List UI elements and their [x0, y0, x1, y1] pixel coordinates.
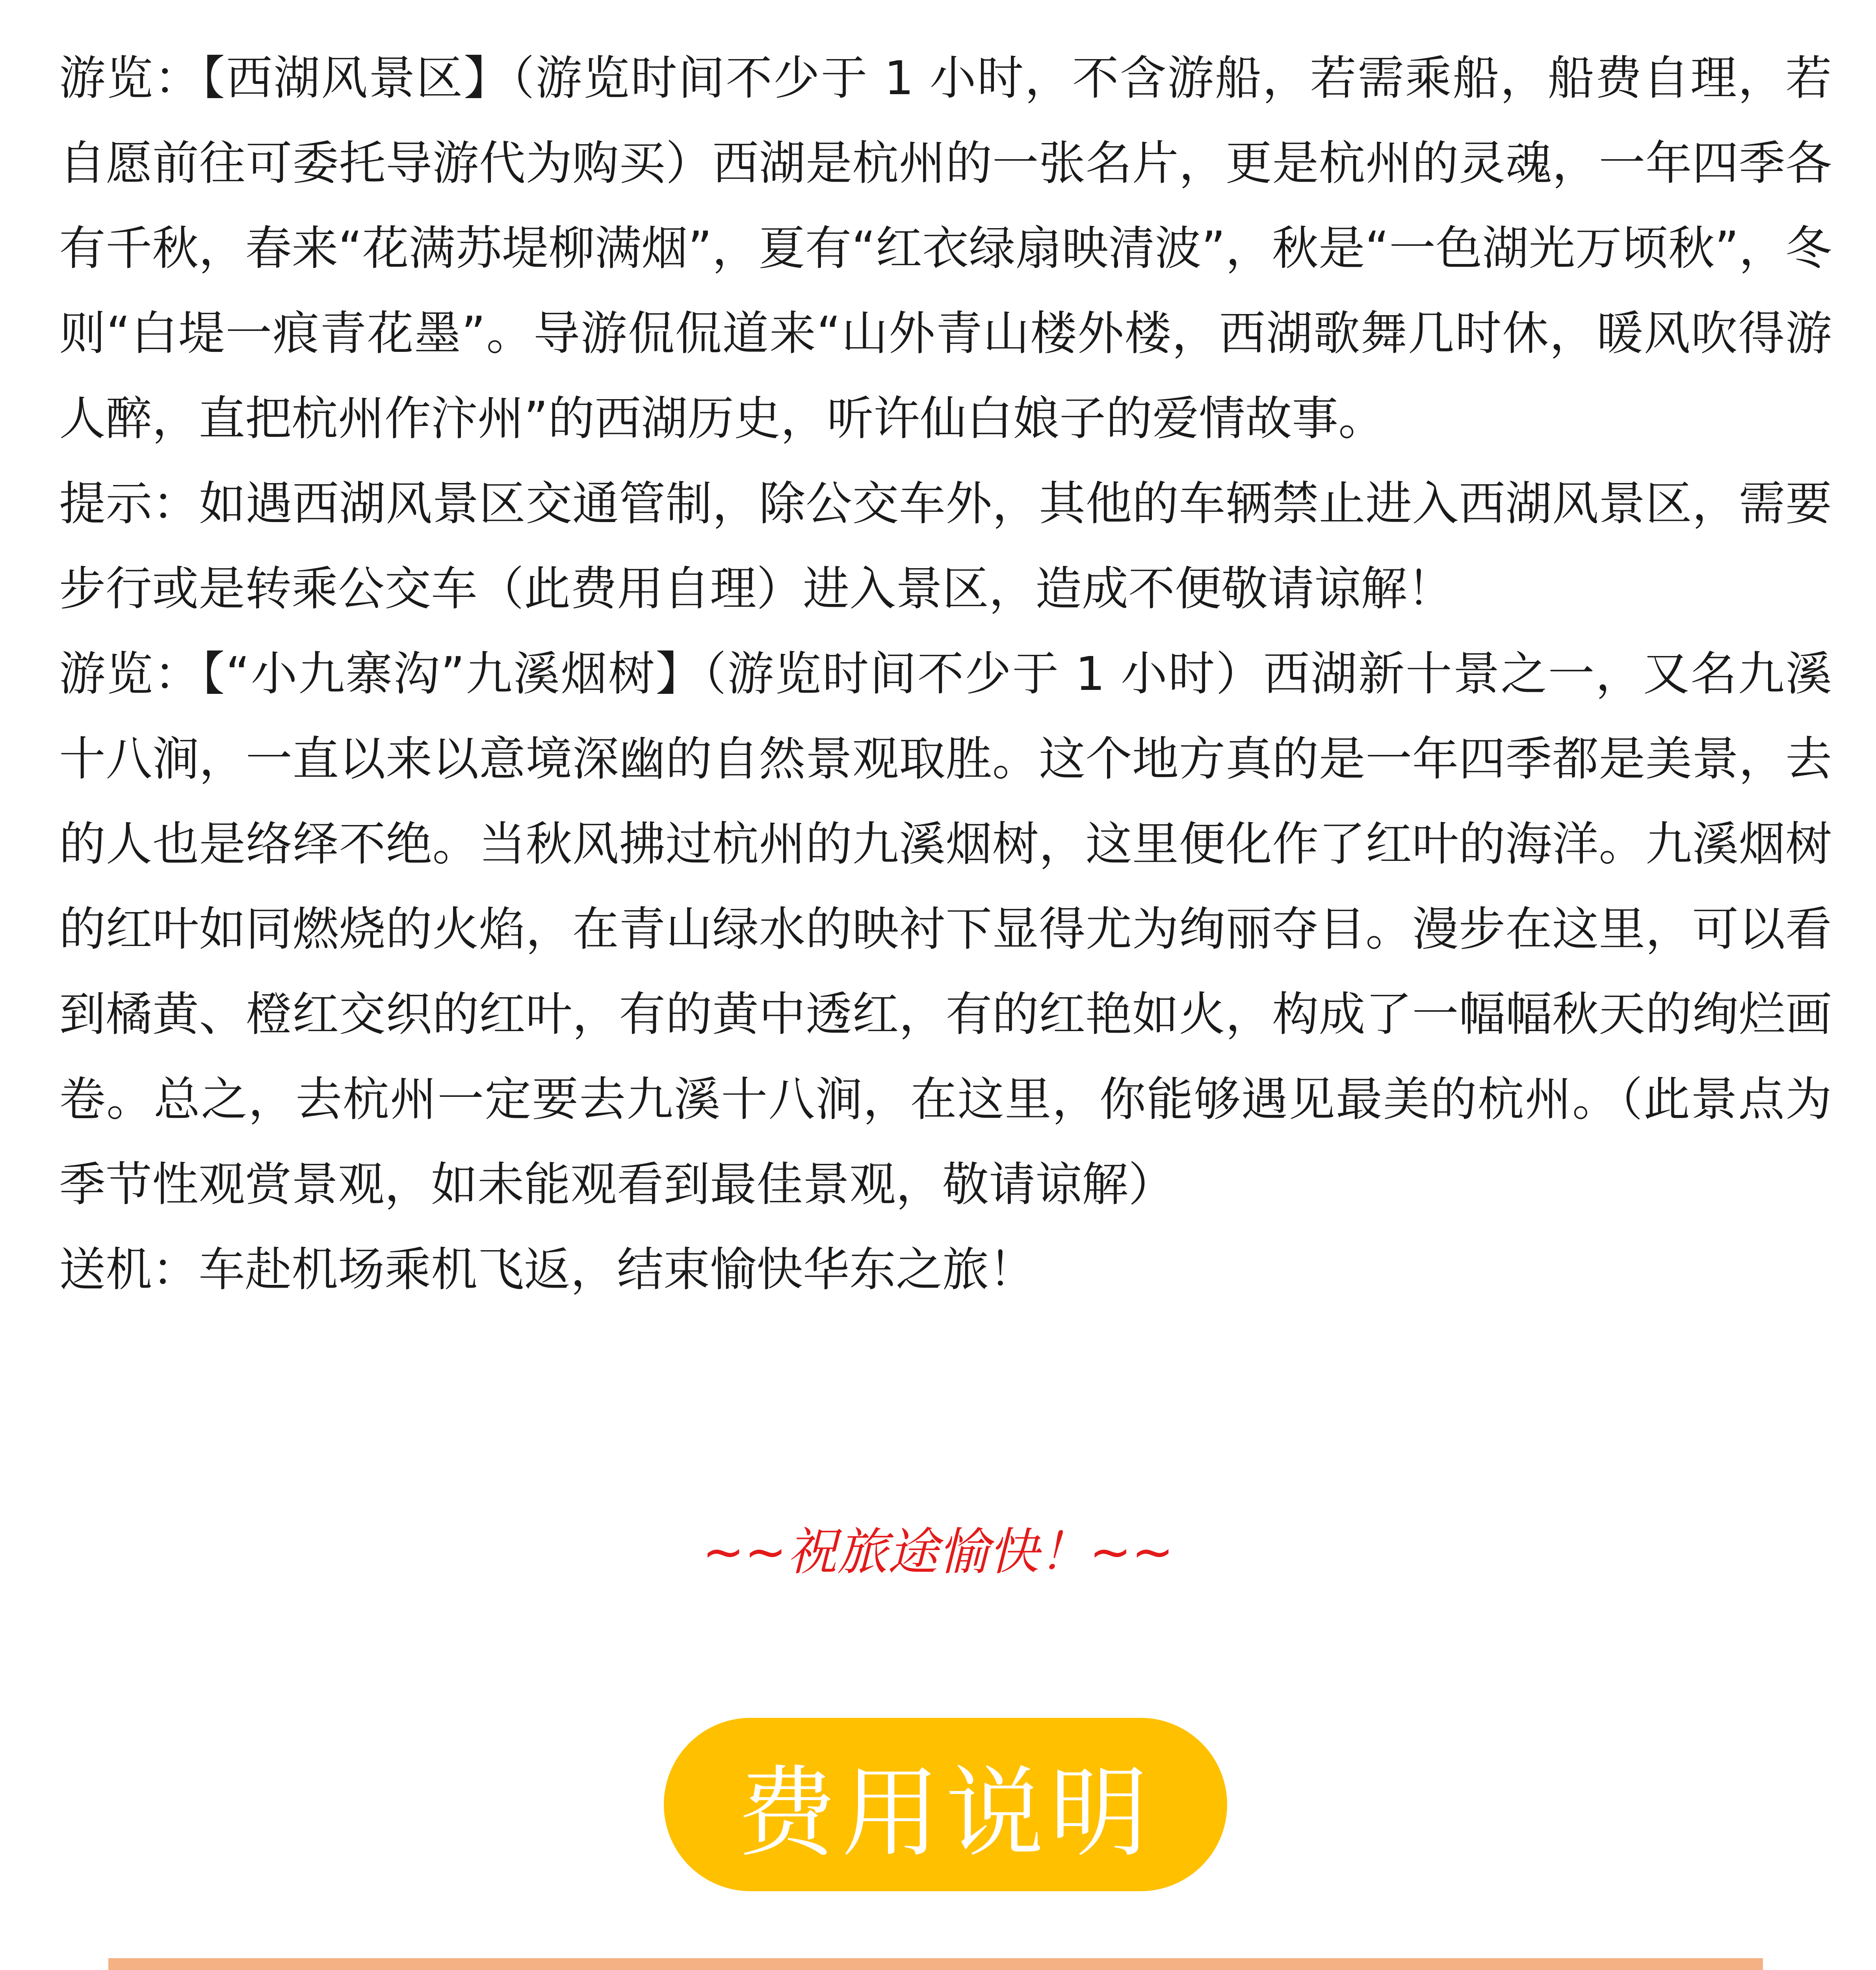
fee-table: [108, 1958, 1763, 1970]
itinerary-text: [59, 35, 1832, 1312]
section-title: 费用说明: [737, 1756, 1153, 1870]
travel-wish: ~~祝旅途愉快！~~: [702, 1523, 1174, 1582]
jiuxi-paragraph: 游览：【“小九寨沟”九溪烟树】（游览时间不少于 1 小时）西湖新十景之一，又名九溪十八涧，一直以来以意境深幽的自然景观取胜。这个地方真的是一年四季都是美景，去的人也是络绎不绝。当秋风拂过杭州的九溪烟树，这里便化作了红叶的海洋。九溪烟树的红叶如同燃烧的火焰，在青山绿水的映衬下显得尤为绚丽夺目。漫步在这里，可以看到橘黄、橙红交织的红叶，有的黄中透红，有的红艳如火，构成了一幅幅秋天的绚烂画卷。总之，去杭州一定要去九溪十八涧，在这里，你能够遇见最美的杭州。（此景点为季节性观赏景观，如未能观看到最佳景观，敬请谅解）: [59, 647, 1832, 1212]
west-lake-paragraph: 游览：【西湖风景区】（游览时间不少于 1 小时，不含游船，若需乘船，船费自理，若自愿前往可委托导游代为购买）西湖是杭州的一张名片，更是杭州的灵魂，一年四季各有千秋，春来“花满苏堤柳满烟”，夏有“红衣绿扇映清波”，秋是“一色湖光万顷秋”，冬则“白堤一痕青花墨”。导游侃侃道来“山外青山楼外楼，西湖歌舞几时休，暖风吹得游人醉，直把杭州作汴州”的西湖历史，听许仙白娘子的爱情故事。: [59, 51, 1832, 446]
fee-table-header: [112, 1962, 1759, 1970]
traffic-tip-paragraph: 提示：如遇西湖风景区交通管制，除公交车外，其他的车辆禁止进入西湖风景区，需要步行或是转乘公交车（此费用自理）进入景区，造成不便敬请谅解！: [59, 476, 1832, 616]
airport-transfer-paragraph: 送机：车赴机场乘机飞返，结束愉快华东之旅！: [59, 1242, 1036, 1297]
section-heading-pill: [664, 1718, 1227, 1891]
